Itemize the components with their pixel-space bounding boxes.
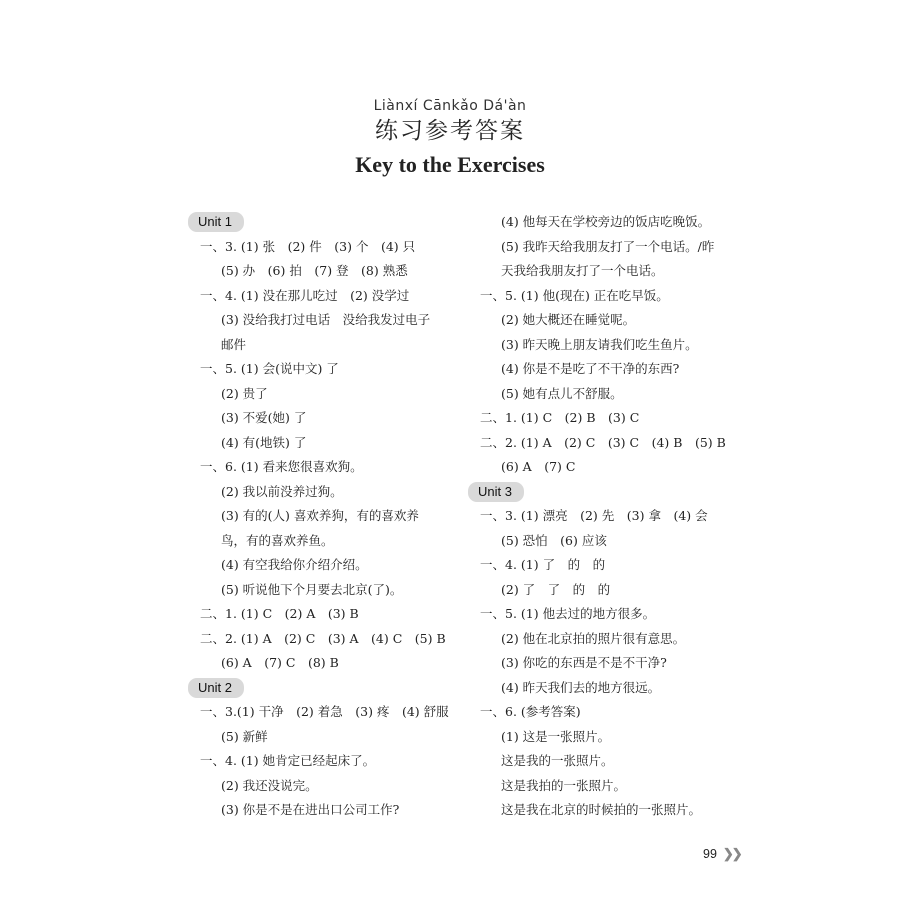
answer-continuation-line: (5) 我昨天给我朋友打了一个电话。/昨 [501,238,715,254]
unit-badge: Unit 3 [468,482,524,502]
answer-continuation-line: (1) 这是一张照片。 [501,728,611,744]
answer-continuation-line: (5) 恐怕 (6) 应该 [501,532,607,548]
exercise-answer-line: 一、5. (1) 他去过的地方很多。 [480,606,656,621]
answers-right-column [468,210,738,823]
answer-continuation-line: 邮件 [221,336,247,352]
exercise-answer-line: 一、5. (1) 他(现在) 正在吃早饭。 [480,287,669,303]
answer-continuation-line: (4) 他每天在学校旁边的饭店吃晚饭。 [501,214,711,229]
answer-continuation-line: (2) 我还没说完。 [221,777,318,793]
exercise-answer-line: 一、4. (1) 她肯定已经起床了。 [200,753,376,768]
answer-continuation-line: 这是我的一张照片。 [501,753,614,768]
answer-continuation-line: (2) 他在北京拍的照片很有意思。 [501,630,686,646]
answer-continuation-line: (3) 你吃的东西是不是不干净? [501,655,667,670]
answer-continuation-line: 这是我拍的一张照片。 [501,777,627,793]
exercise-answer-line: 二、1. (1) C (2) A (3) B [200,606,359,621]
answer-continuation-line: (3) 昨天晚上朋友请我们吃生鱼片。 [501,336,698,352]
unit-badge: Unit 2 [188,678,244,698]
answer-continuation-line: (5) 新鲜 [221,728,268,744]
answer-continuation-line: (4) 有空我给你介绍介绍。 [221,557,368,572]
title-chinese: 练习参考答案 [375,118,525,144]
answer-continuation-line: (6) A (7) C (8) B [221,655,339,670]
exercise-answer-line: 一、3. (1) 张 (2) 件 (3) 个 (4) 只 [200,238,416,254]
answers-left-column [188,210,458,823]
answer-continuation-line: 这是我在北京的时候拍的一张照片。 [501,802,702,817]
title-english: Key to the Exercises [355,152,545,177]
exercise-answer-line: 二、2. (1) A (2) C (3) A (4) C (5) B [200,630,446,646]
unit-heading-row [468,480,738,505]
answer-continuation-line: (3) 你是不是在进出口公司工作? [221,802,400,817]
exercise-answer-line: 一、3. (1) 漂亮 (2) 先 (3) 拿 (4) 会 [480,508,708,523]
exercise-answer-line: 二、2. (1) A (2) C (3) C (4) B (5) B [480,434,726,450]
answer-continuation-line: (4) 有(地铁) 了 [221,434,307,450]
answer-continuation-line: (5) 听说他下个月要去北京(了)。 [221,581,403,597]
page-header [0,98,900,180]
answer-continuation-line: (6) A (7) C [501,459,576,474]
answer-continuation-line: 天我给我朋友打了一个电话。 [501,263,664,278]
double-chevron-right-icon: ❯❯ [722,846,741,861]
answer-continuation-line: (5) 她有点儿不舒服。 [501,385,623,401]
answer-continuation-line: (3) 没给我打过电话 没给我发过电子 [221,312,431,327]
exercise-answer-line: 二、1. (1) C (2) B (3) C [480,410,640,425]
answer-continuation-line: (5) 办 (6) 拍 (7) 登 (8) 熟悉 [221,263,408,278]
page-number: 99 [703,847,717,861]
exercise-answer-line: 一、5. (1) 会(说中文) 了 [200,361,339,376]
exercise-answer-line: 一、4. (1) 了 的 的 [480,557,606,572]
unit-badge: Unit 1 [188,212,244,232]
exercise-answer-line: 一、6. (参考答案) [480,704,581,719]
answer-continuation-line: (2) 我以前没养过狗。 [221,483,343,499]
answer-continuation-line: (2) 贵了 [221,385,268,401]
answer-continuation-line: (2) 她大概还在睡觉呢。 [501,312,636,327]
answer-continuation-line: 鸟，有的喜欢养鱼。 [221,532,334,548]
exercise-answer-line: 一、4. (1) 没在那儿吃过 (2) 没学过 [200,287,410,303]
answer-continuation-line: (2) 了 了 的 的 [501,581,611,597]
title-pinyin: Liànxí Cānkǎo Dá'àn [373,98,527,114]
exercise-answer-line: 一、6. (1) 看来您很喜欢狗。 [200,459,363,474]
answer-continuation-line: (4) 昨天我们去的地方很远。 [501,679,661,695]
unit-heading-row [188,210,458,235]
answer-continuation-line: (3) 有的(人) 喜欢养狗，有的喜欢养 [221,508,419,523]
exercise-answer-line: 一、3.(1) 干净 (2) 着急 (3) 疼 (4) 舒服 [200,704,449,719]
answer-continuation-line: (4) 你是不是吃了不干净的东西? [501,361,680,376]
page-footer [703,846,741,862]
unit-heading-row [188,676,458,701]
answer-continuation-line: (3) 不爱(她) 了 [221,410,307,425]
